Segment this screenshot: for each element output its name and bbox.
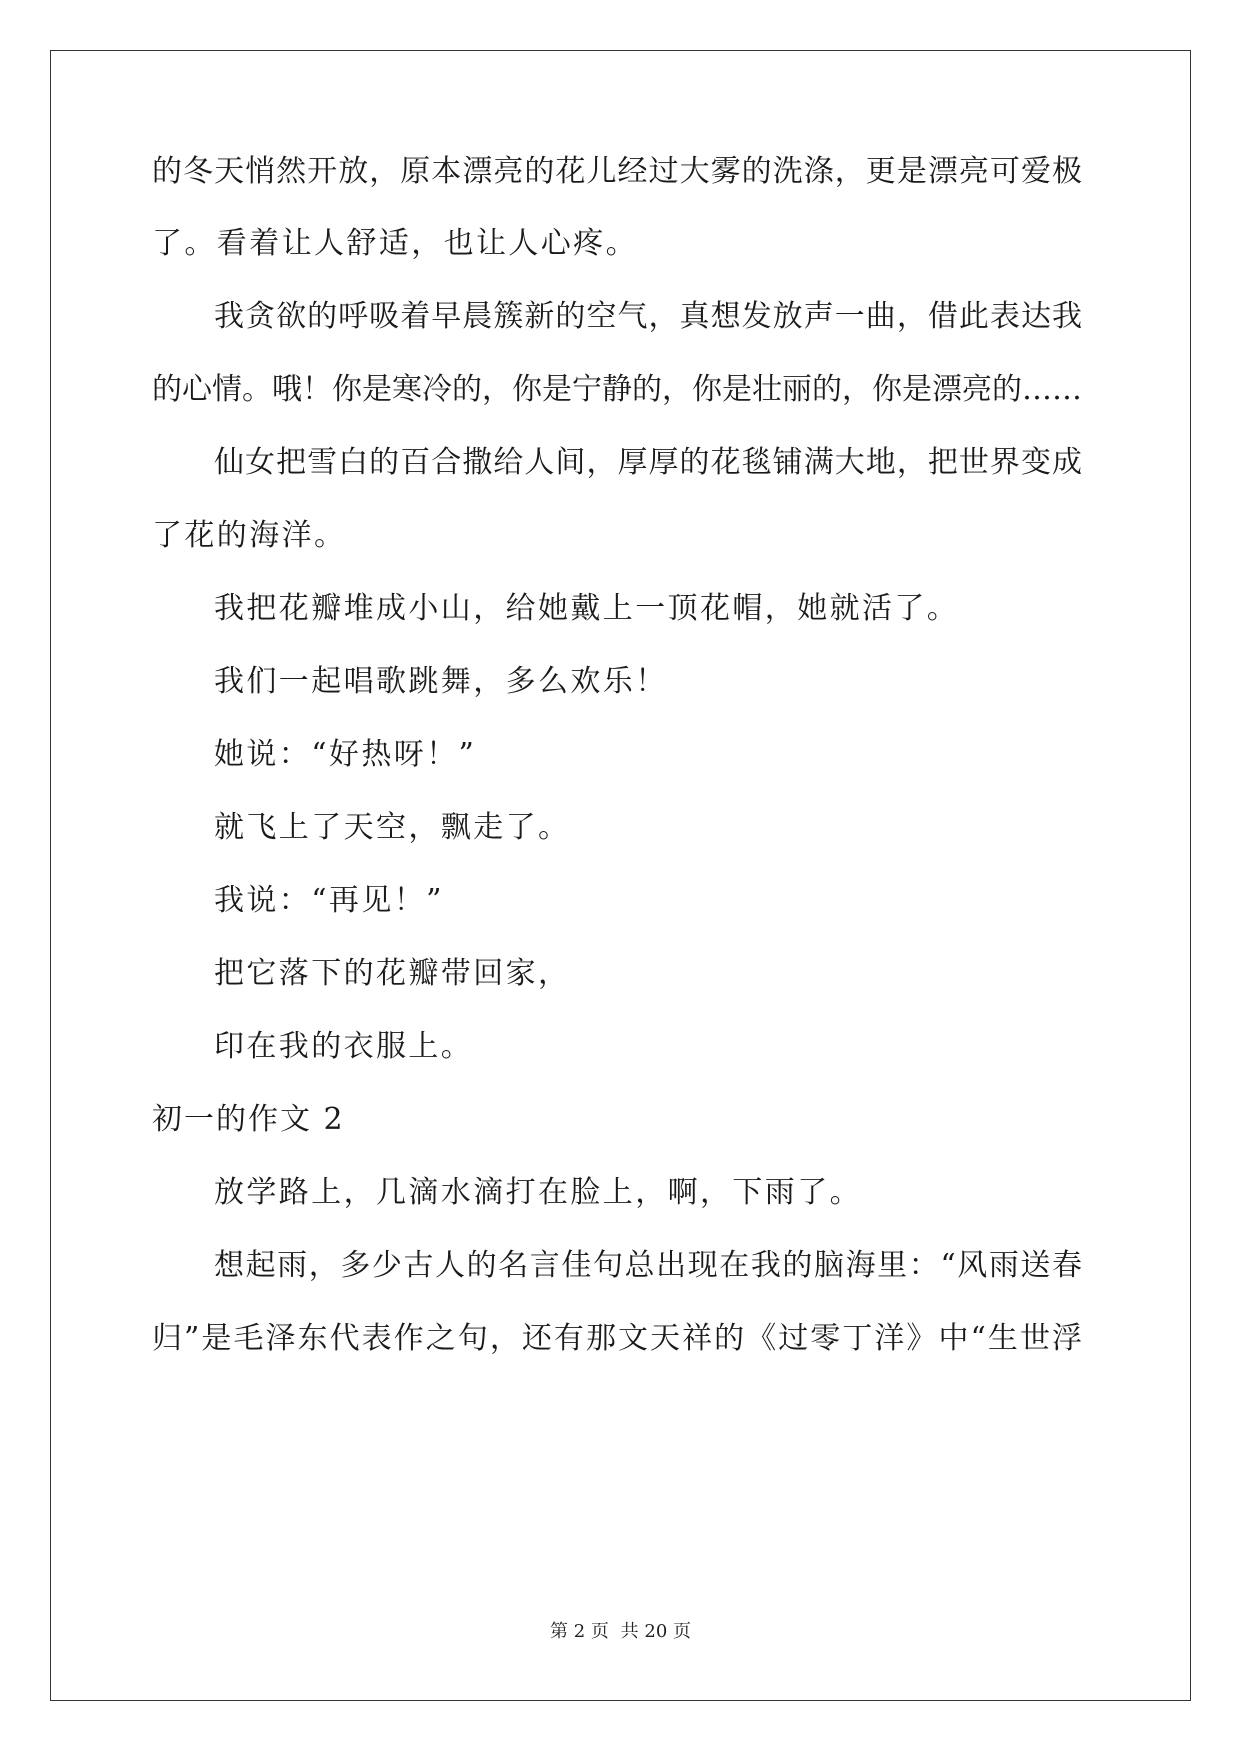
paragraph-line: 的心情。哦！你是寒冷的，你是宁静的，你是壮丽的，你是漂亮的…… bbox=[152, 372, 1082, 407]
paragraph-line: 把它落下的花瓣带回家， bbox=[214, 956, 571, 991]
page-footer bbox=[0, 1620, 1241, 1644]
paragraph-line: 了花的海洋。 bbox=[152, 518, 347, 553]
paragraph-line: 我贪欲的呼吸着早晨簇新的空气，真想发放声一曲，借此表达我 bbox=[214, 299, 1082, 334]
paragraph-line: 仙女把雪白的百合撒给人间，厚厚的花毯铺满大地，把世界变成 bbox=[214, 445, 1082, 480]
paragraph-line: 就飞上了天空，飘走了。 bbox=[214, 810, 571, 845]
paragraph-line: 我说：“再见！” bbox=[214, 883, 444, 918]
paragraph-line: 放学路上，几滴水滴打在脸上，啊，下雨了。 bbox=[214, 1175, 862, 1210]
paragraph-line: 她说：“好热呀！” bbox=[214, 737, 477, 772]
paragraph-line: 想起雨，多少古人的名言佳句总出现在我的脑海里：“风雨送春 bbox=[214, 1248, 1082, 1283]
paragraph-line: 的冬天悄然开放，原本漂亮的花儿经过大雾的洗涤，更是漂亮可爱极 bbox=[152, 154, 1082, 189]
paragraph-line: 了。看着让人舒适，也让人心疼。 bbox=[152, 226, 638, 261]
paragraph-line: 我把花瓣堆成小山，给她戴上一顶花帽，她就活了。 bbox=[214, 591, 960, 626]
section-heading: 初一的作文 2 bbox=[152, 1102, 345, 1137]
paragraph-line: 印在我的衣服上。 bbox=[214, 1029, 474, 1064]
paragraph-line: 归”是毛泽东代表作之句，还有那文天祥的《过零丁洋》中“生世浮 bbox=[152, 1321, 1082, 1356]
page-number: 第 2 页 bbox=[550, 1621, 609, 1642]
page-total: 共 20 页 bbox=[620, 1621, 691, 1642]
paragraph-line: 我们一起唱歌跳舞，多么欢乐！ bbox=[214, 664, 668, 699]
